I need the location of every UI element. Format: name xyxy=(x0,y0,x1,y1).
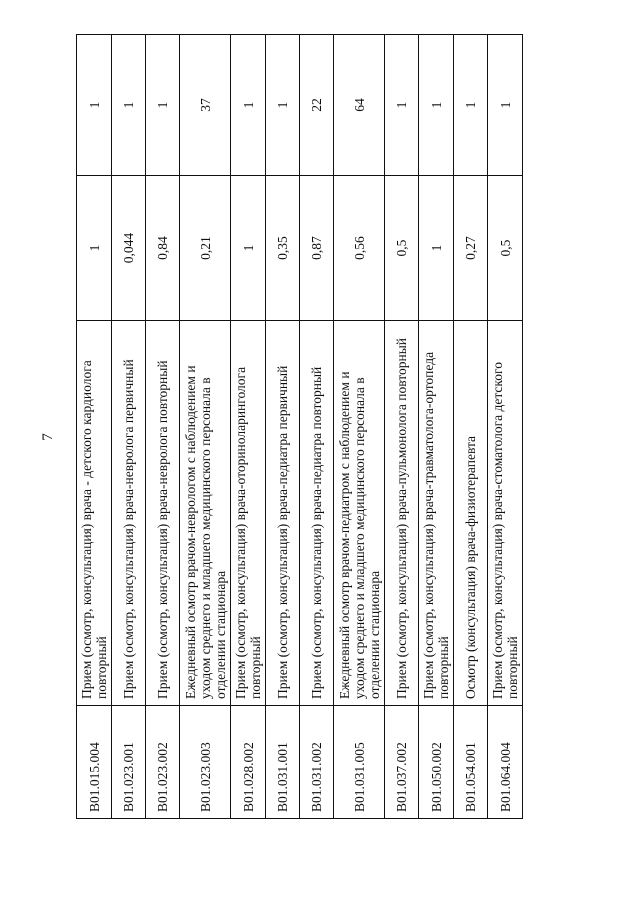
frequency-value: 0,044 xyxy=(112,176,146,321)
service-code: B01.028.002 xyxy=(231,706,266,819)
frequency-value: 0,27 xyxy=(454,176,488,321)
service-code: B01.037.002 xyxy=(385,706,419,819)
table-row xyxy=(266,35,300,819)
frequency-value: 0,5 xyxy=(385,176,419,321)
service-code: B01.054.001 xyxy=(454,706,488,819)
table-row xyxy=(231,35,266,819)
service-name: Прием (осмотр, консультация) врача-невролога первичный xyxy=(112,321,146,706)
multiplicity-value: 64 xyxy=(334,35,385,176)
frequency-value: 0,87 xyxy=(300,176,334,321)
table-row xyxy=(334,35,385,819)
service-name: Прием (осмотр, консультация) врача-педиатра повторный xyxy=(300,321,334,706)
multiplicity-value: 1 xyxy=(454,35,488,176)
service-name: Прием (осмотр, консультация) врача-невролога повторный xyxy=(146,321,180,706)
multiplicity-value: 1 xyxy=(146,35,180,176)
frequency-value: 0,21 xyxy=(180,176,231,321)
frequency-value: 1 xyxy=(231,176,266,321)
multiplicity-value: 1 xyxy=(385,35,419,176)
service-code: B01.023.003 xyxy=(180,706,231,819)
service-code: B01.064.004 xyxy=(488,706,523,819)
table-row xyxy=(419,35,454,819)
frequency-value: 0,35 xyxy=(266,176,300,321)
service-code: B01.015.004 xyxy=(77,706,112,819)
service-name: Прием (осмотр, консультация) врача - детского кардиолога повторный xyxy=(77,321,112,706)
frequency-value: 0,84 xyxy=(146,176,180,321)
service-code: B01.031.002 xyxy=(300,706,334,819)
service-name: Прием (осмотр, консультация) врача-травматолога-ортопеда повторный xyxy=(419,321,454,706)
service-name: Ежедневный осмотр врачом-педиатром с наблюдением и уходом среднего и младшего медицинского персонала в отделении стационара xyxy=(334,321,385,706)
multiplicity-value: 1 xyxy=(488,35,523,176)
service-code: B01.050.002 xyxy=(419,706,454,819)
table-row xyxy=(488,35,523,819)
table-row xyxy=(385,35,419,819)
multiplicity-value: 1 xyxy=(77,35,112,176)
frequency-value: 1 xyxy=(77,176,112,321)
frequency-value: 0,56 xyxy=(334,176,385,321)
service-name: Прием (осмотр, консультация) врача-оториноларинголога повторный xyxy=(231,321,266,706)
services-table xyxy=(76,34,523,819)
multiplicity-value: 1 xyxy=(231,35,266,176)
multiplicity-value: 1 xyxy=(266,35,300,176)
service-code: B01.031.005 xyxy=(334,706,385,819)
service-name: Ежедневный осмотр врачом-неврологом с наблюдением и уходом среднего и младшего медицинского персонала в отделении стационара xyxy=(180,321,231,706)
table-row xyxy=(146,35,180,819)
service-name: Прием (осмотр, консультация) врача-стоматолога детского повторный xyxy=(488,321,523,706)
table-row xyxy=(77,35,112,819)
multiplicity-value: 1 xyxy=(112,35,146,176)
table-row xyxy=(180,35,231,819)
table-row xyxy=(112,35,146,819)
multiplicity-value: 37 xyxy=(180,35,231,176)
service-name: Осмотр (консультация) врача-физиотерапевта xyxy=(454,321,488,706)
table-row xyxy=(454,35,488,819)
service-name: Прием (осмотр, консультация) врача-педиатра первичный xyxy=(266,321,300,706)
service-code: B01.031.001 xyxy=(266,706,300,819)
table-row xyxy=(300,35,334,819)
page-number: 7 xyxy=(40,433,56,441)
service-code: B01.023.002 xyxy=(146,706,180,819)
service-name: Прием (осмотр, консультация) врача-пульмонолога повторный xyxy=(385,321,419,706)
frequency-value: 1 xyxy=(419,176,454,321)
service-code: B01.023.001 xyxy=(112,706,146,819)
frequency-value: 0,5 xyxy=(488,176,523,321)
multiplicity-value: 1 xyxy=(419,35,454,176)
multiplicity-value: 22 xyxy=(300,35,334,176)
